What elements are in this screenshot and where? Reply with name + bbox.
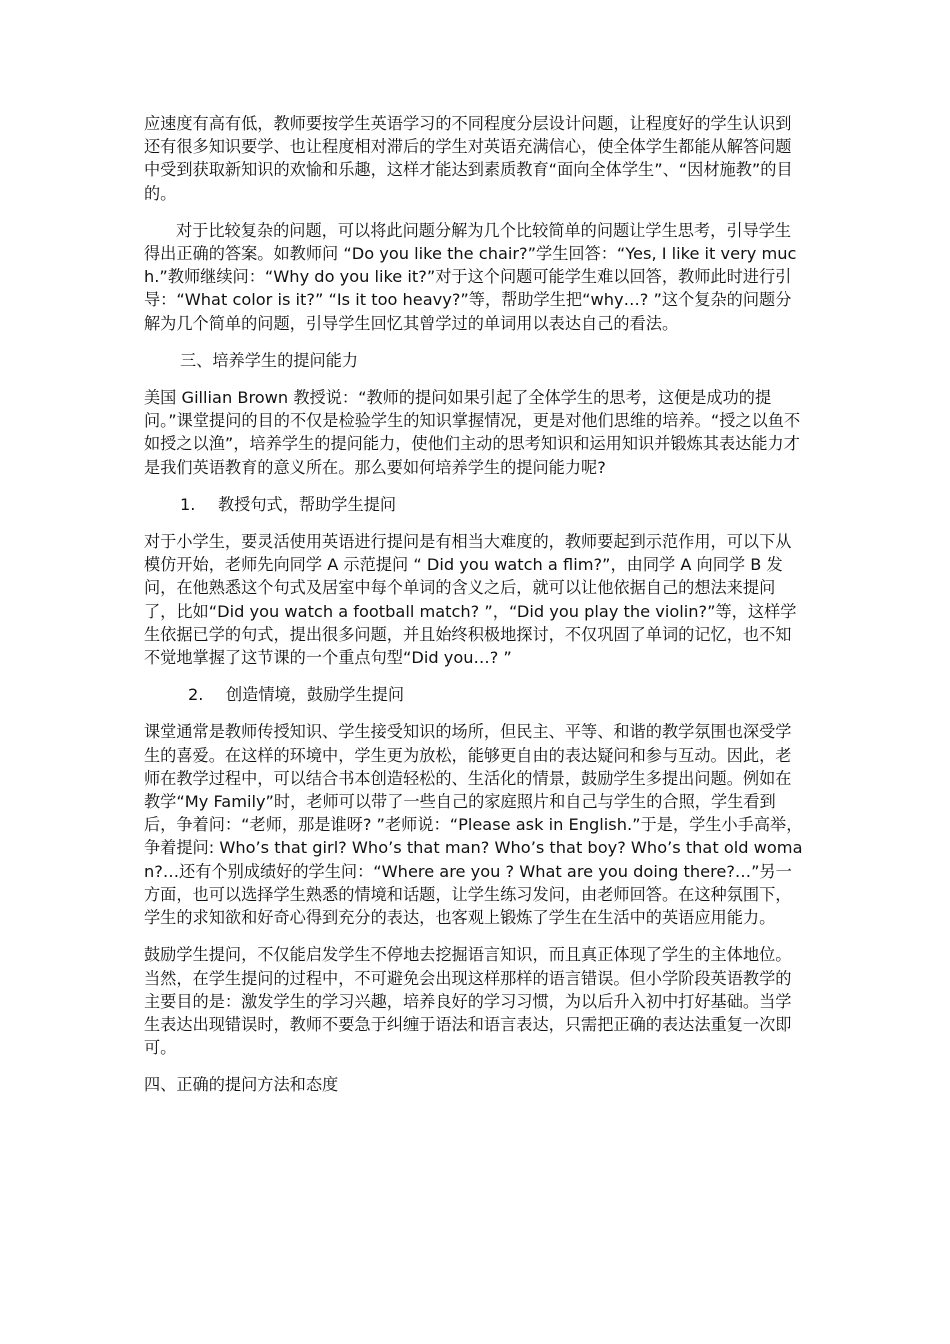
paragraph-4: 对于小学生，要灵活使用英语进行提问是有相当大难度的，教师要起到示范作用，可以下从模仿开始，老师先向同学 A 示范提问 “ Did you watch a flim?”，由同学 A 向同学 B 发问，在他熟悉这个句式及居室中每个单词的含义之后，就可以让他依据自己的想法来提问了，比如“Did you watch a football match? ”，“Did you play the violin?”等，这样学生依据已学的句式，提出很多问题，并且始终积极地探讨，不仅巩固了单词的记忆，也不知不觉地掌握了这节课的一个重点句型“Did you…? ” bbox=[144, 532, 797, 668]
subsection-number-1: 1. bbox=[180, 494, 196, 514]
paragraph-2: 对于比较复杂的问题，可以将此问题分解为几个比较简单的问题让学生思考，引导学生得出正确的答案。如教师问 “Do you like the chair?”学生回答：“Yes, I like it very much.”教师继续问：“Why do you like it?”对于这个问题可能学生难以回答，教师此时进行引导：“What color is it?” “Is it too heavy?”等，帮助学生把“why…? ”这个复杂的问题分解为几个简单的问题，引导学生回忆其曾学过的单词用以表达自己的看法。 bbox=[144, 220, 797, 333]
subsection-title-1: 教授句式，帮助学生提问 bbox=[218, 494, 397, 514]
subsection-title-2: 创造情境，鼓励学生提问 bbox=[226, 685, 405, 705]
section-heading-3: 三、培养学生的提问能力 bbox=[180, 350, 359, 370]
paragraph-6: 鼓励学生提问，不仅能启发学生不停地去挖掘语言知识，而且真正体现了学生的主体地位。当然，在学生提问的过程中，不可避免会出现这样那样的语言错误。但小学阶段英语教学的主要目的是：激发学生的学习兴趣，培养良好的学习习惯，为以后升入初中打好基础。当学生表达出现错误时，教师不要急于纠缠于语法和语言表达，只需把正确的表达法重复一次即可。 bbox=[144, 945, 792, 1058]
document-page bbox=[144, 112, 806, 1111]
subsection-heading-2 bbox=[144, 683, 806, 706]
paragraph-5: 课堂通常是教师传授知识、学生接受知识的场所，但民主、平等、和谐的教学氛围也深受学生的喜爱。在这样的环境中，学生更为放松，能够更自由的表达疑问和参与互动。因此，老师在教学过程中，可以结合书本创造轻松的、生活化的情景，鼓励学生多提出问题。例如在教学“My Family”时，老师可以带了一些自己的家庭照片和自己与学生的合照，学生看到后，争着问：“老师，那是谁呀? ”老师说：“Please ask in English.”于是，学生小手高举，争着提问: Who’s that girl? Who’s that man? Who’s that boy? Who’s that old woman?…还有个别成绩好的学生问：“Where are you ? What are you doing there?…”另一方面，也可以选择学生熟悉的情境和话题，让学生练习发问，由老师回答。在这种氛围下，学生的求知欲和好奇心得到充分的表达，也客观上锻炼了学生在生活中的英语应用能力。 bbox=[144, 722, 803, 928]
paragraph-1: 应速度有高有低，教师要按学生英语学习的不同程度分层设计问题，让程度好的学生认识到还有很多知识要学、也让程度相对滞后的学生对英语充满信心，使全体学生都能从解答问题中受到获取新知识的欢愉和乐趣，这样才能达到素质教育“面向全体学生”、“因材施教”的目的。 bbox=[144, 114, 793, 203]
section-heading-4: 四、正确的提问方法和态度 bbox=[144, 1075, 339, 1095]
subsection-number-2: 2. bbox=[188, 685, 204, 705]
subsection-heading-1 bbox=[144, 493, 806, 516]
paragraph-3: 美国 Gillian Brown 教授说：“教师的提问如果引起了全体学生的思考，这便是成功的提问。”课堂提问的目的不仅是检验学生的知识掌握情况，更是对他们思维的培养。“授之以鱼不如授之以渔”，培养学生的提问能力，使他们主动的思考知识和运用知识并锻炼其表达能力才是我们英语教育的意义所在。那么要如何培养学生的提问能力呢? bbox=[144, 388, 801, 477]
